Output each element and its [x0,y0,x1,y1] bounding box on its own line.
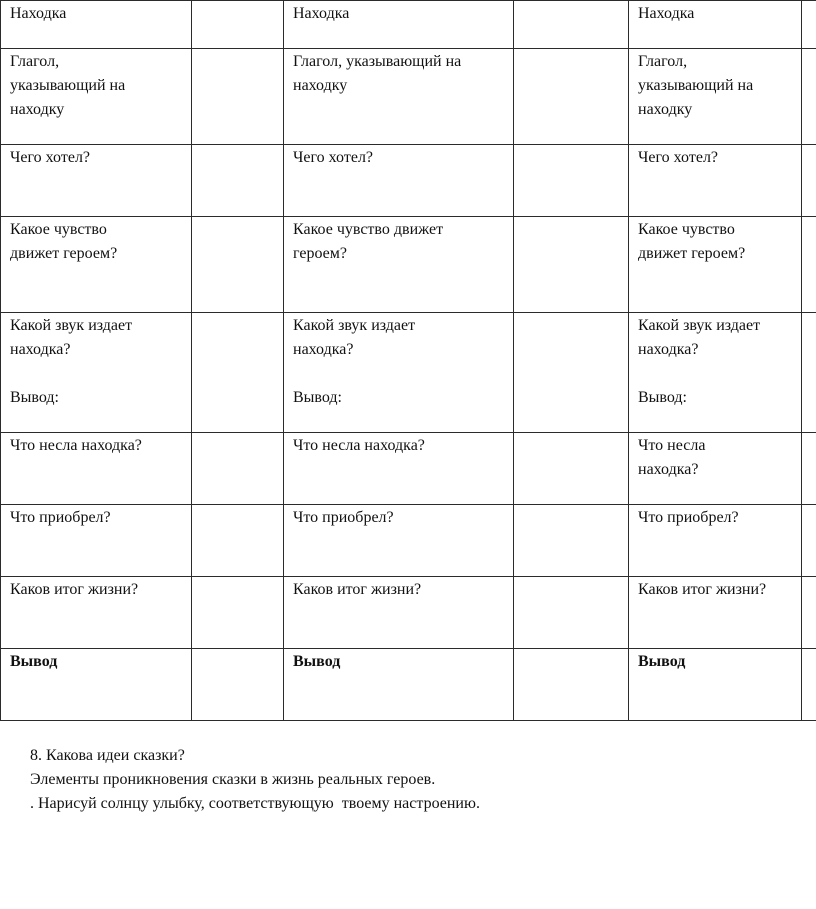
cell-text: Чего хотел? [293,149,374,166]
cell-text: Какой звук издает находка? Вывод: [293,317,416,406]
table-row [1,505,816,577]
cell-text: Какой звук издает находка? Вывод: [10,317,133,406]
cell-text: Каков итог жизни? [10,581,139,598]
label-cell [284,49,514,145]
answer-cell[interactable] [802,49,816,145]
label-cell [1,1,192,49]
label-cell [284,433,514,505]
answer-cell[interactable] [514,313,629,433]
answer-cell[interactable] [192,433,284,505]
label-cell [284,1,514,49]
cell-text: Находка [10,5,67,22]
label-cell [284,577,514,649]
table-row [1,1,816,49]
answer-cell[interactable] [514,49,629,145]
cell-text: Что несла находка? [638,437,706,478]
answer-cell[interactable] [514,649,629,721]
answer-cell[interactable] [802,577,816,649]
answer-cell[interactable] [802,145,816,217]
cell-text: Что несла находка? [293,437,425,454]
answer-cell[interactable] [514,505,629,577]
cell-text: Какое чувство движет героем? [293,221,444,262]
answer-cell[interactable] [514,217,629,313]
cell-text: Глагол, указывающий на находку [10,53,126,118]
answer-cell[interactable] [192,313,284,433]
cell-text: Глагол, указывающий на находку [638,53,754,118]
answer-cell[interactable] [192,1,284,49]
table-row [1,217,816,313]
answer-cell[interactable] [192,505,284,577]
answer-cell[interactable] [192,49,284,145]
label-cell [1,217,192,313]
label-cell [1,577,192,649]
table-row [1,49,816,145]
cell-text: Находка [638,5,695,22]
label-cell [629,217,802,313]
label-cell [284,505,514,577]
cell-text: Чего хотел? [10,149,91,166]
cell-text: Вывод [10,653,58,670]
cell-text: Какой звук издает находка? Вывод: [638,317,761,406]
label-cell [629,577,802,649]
label-cell [629,145,802,217]
cell-text: Глагол, указывающий на находку [293,53,462,94]
label-cell [1,145,192,217]
label-cell [629,313,802,433]
label-cell [1,433,192,505]
answer-cell[interactable] [802,505,816,577]
note-elements: Элементы проникновения сказки в жизнь реальных героев. [30,771,436,788]
table-row [1,433,816,505]
label-cell [629,49,802,145]
cell-text: Каков итог жизни? [638,581,767,598]
cell-text: Каков итог жизни? [293,581,422,598]
cell-text: Что приобрел? [638,509,739,526]
answer-cell[interactable] [192,649,284,721]
label-cell [284,313,514,433]
cell-text: Какое чувство движет героем? [638,221,746,262]
label-cell [284,649,514,721]
label-cell [1,313,192,433]
cell-text: Что приобрел? [293,509,394,526]
answer-cell[interactable] [514,577,629,649]
answer-cell[interactable] [192,577,284,649]
note-draw-smile: . Нарисуй солнцу улыбку, соответствующую твоему настроению. [30,795,480,812]
cell-text: Что несла находка? [10,437,142,454]
label-cell [629,1,802,49]
label-cell [1,505,192,577]
cell-text: Чего хотел? [638,149,719,166]
table-row [1,577,816,649]
answer-cell[interactable] [192,145,284,217]
cell-text: Вывод [293,653,341,670]
label-cell [629,505,802,577]
answer-cell[interactable] [802,313,816,433]
cell-text: Какое чувство движет героем? [10,221,118,262]
notes-block [30,744,480,816]
note-question-8: 8. Какова идеи сказки? [30,747,185,764]
table-row [1,313,816,433]
answer-cell[interactable] [802,217,816,313]
cell-text: Что приобрел? [10,509,111,526]
label-cell [284,145,514,217]
answer-cell[interactable] [514,433,629,505]
cell-text: Вывод [638,653,686,670]
table-row [1,649,816,721]
answer-cell[interactable] [802,1,816,49]
answer-cell[interactable] [802,433,816,505]
answer-cell[interactable] [802,649,816,721]
answer-cell[interactable] [192,217,284,313]
label-cell [629,649,802,721]
label-cell [1,649,192,721]
table-row [1,145,816,217]
label-cell [1,49,192,145]
answer-cell[interactable] [514,1,629,49]
label-cell [629,433,802,505]
label-cell [284,217,514,313]
cell-text: Находка [293,5,350,22]
answer-cell[interactable] [514,145,629,217]
